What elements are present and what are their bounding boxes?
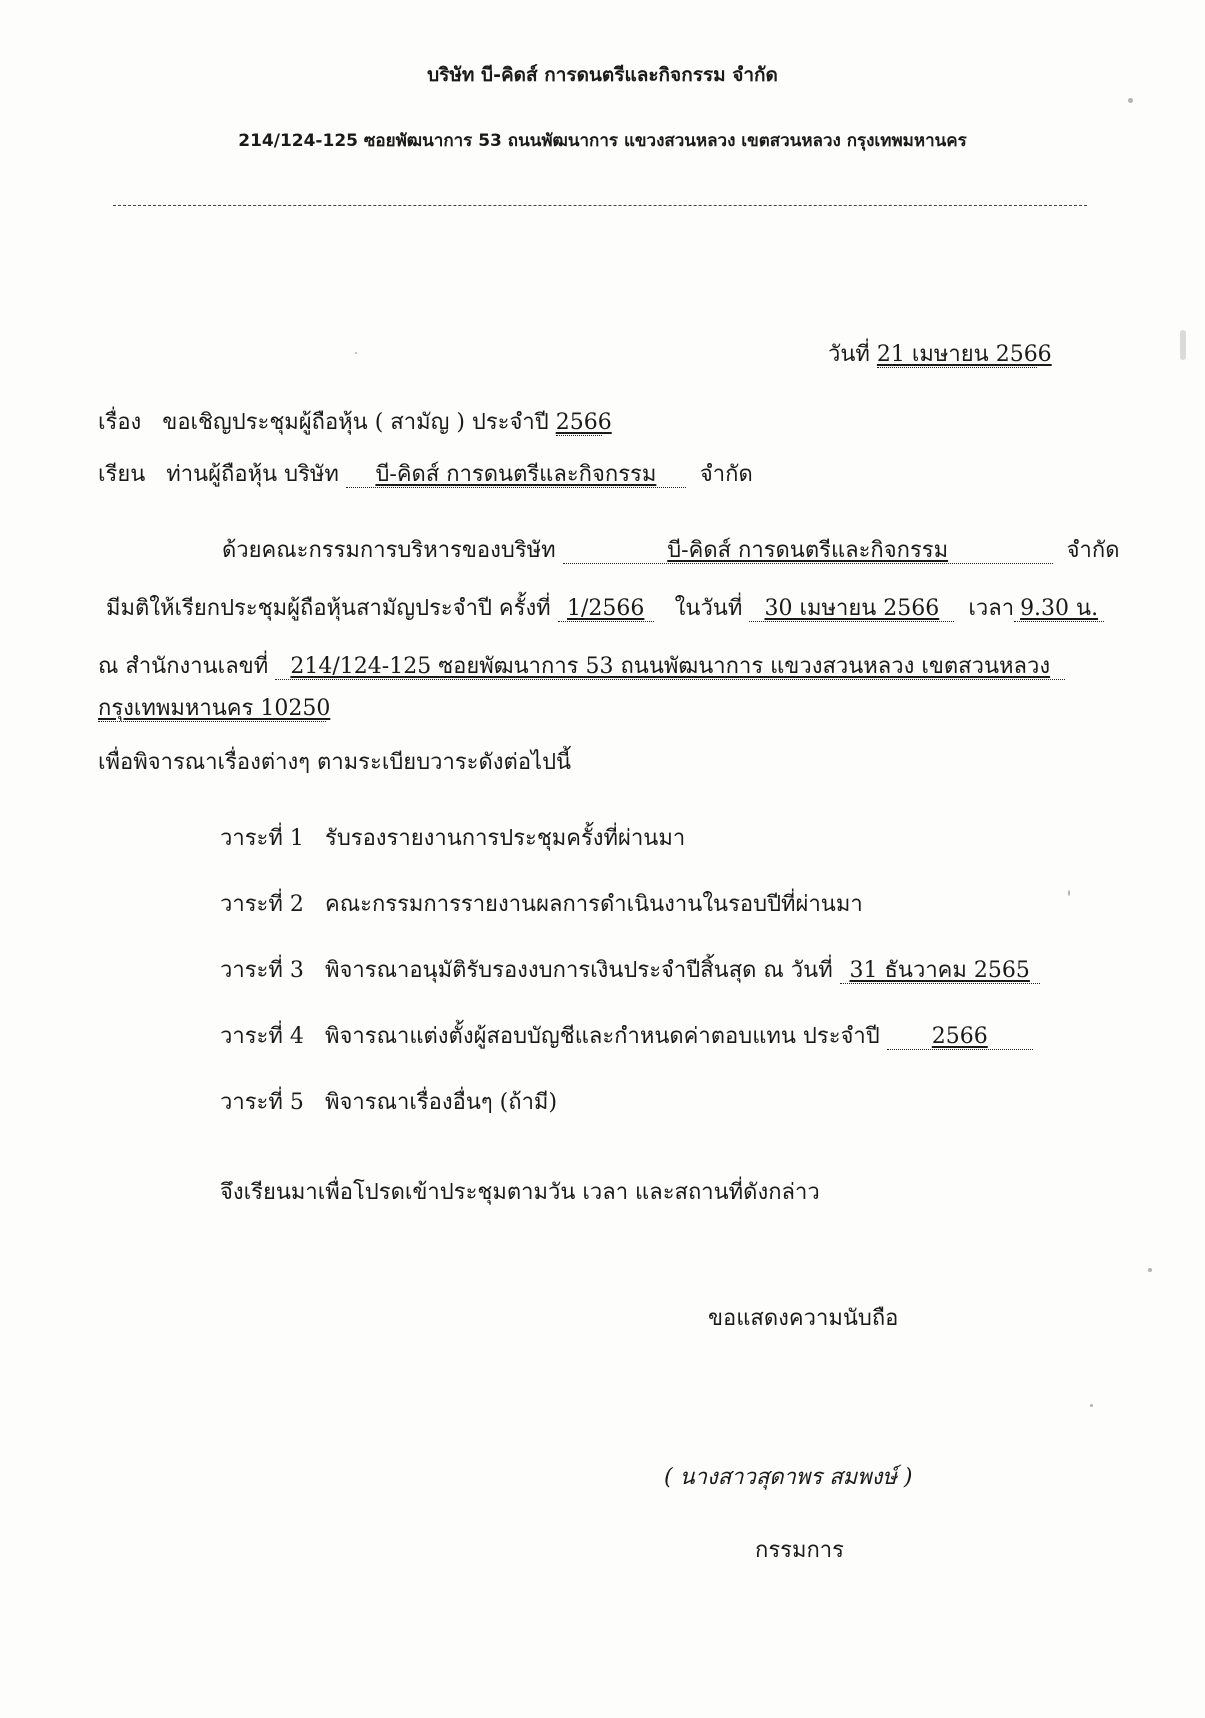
agenda-label: วาระที่ 4 — [220, 1024, 304, 1049]
scan-speck — [1180, 330, 1186, 360]
header-divider — [113, 205, 1087, 206]
scan-speck — [1128, 98, 1133, 103]
agenda-text: รับรองรายงานการประชุมครั้งที่ผ่านมา — [325, 826, 686, 851]
recipient-company: บี-คิดส์ การดนตรีและกิจกรรม — [375, 462, 657, 487]
meeting-time: 9.30 น. — [1020, 596, 1099, 621]
agenda-text: พิจารณาอนุมัติรับรองงบการเงินประจำปีสิ้นสุด ณ วันที่ — [325, 958, 833, 983]
meeting-date-label: ในวันที่ — [674, 596, 743, 621]
date-label: วันที่ — [828, 342, 870, 367]
agenda-item-5 — [220, 1090, 557, 1116]
venue-line-2-field — [98, 696, 331, 722]
agenda-text: พิจารณาแต่งตั้งผู้สอบบัญชีและกำหนดค่าตอบแทน ประจำปี — [325, 1024, 880, 1049]
venue-line-2: กรุงเทพมหานคร 10250 — [98, 696, 331, 721]
subject-line — [98, 410, 612, 436]
date-value-field — [876, 342, 1052, 368]
agenda-item-3 — [220, 958, 1040, 984]
signatory-title: กรรมการ — [755, 1538, 844, 1563]
paragraph-company-field — [563, 539, 1053, 564]
paragraph-company-suffix: จำกัด — [1066, 538, 1120, 563]
scan-speck — [1090, 1404, 1093, 1407]
subject-text: ขอเชิญประชุมผู้ถือหุ้น ( สามัญ ) ประจำปี — [162, 410, 549, 435]
agenda-label: วาระที่ 2 — [220, 892, 304, 917]
scan-speck — [1068, 890, 1070, 896]
date-value: 21 เมษายน 2566 — [876, 342, 1052, 367]
agenda-item-1 — [220, 826, 685, 852]
agenda-item-4 — [220, 1024, 1033, 1050]
agenda-4-year: 2566 — [931, 1024, 988, 1049]
agenda-3-date: 31 ธันวาคม 2565 — [849, 958, 1030, 983]
meeting-number-field — [558, 597, 654, 622]
meeting-time-label: เวลา — [968, 596, 1015, 621]
venue-label: ณ สำนักงานเลขที่ — [98, 654, 269, 679]
regards: ขอแสดงความนับถือ — [708, 1306, 899, 1331]
paragraph-line-2 — [106, 596, 1104, 622]
company-name: บริษัท บี-คิดส์ การดนตรีและกิจกรรม จำกัด — [427, 64, 778, 86]
agenda-label: วาระที่ 3 — [220, 958, 304, 983]
agenda-item-2 — [220, 892, 863, 918]
subject-year-field — [555, 410, 612, 436]
subject-label: เรื่อง — [98, 410, 142, 435]
scan-speck — [1148, 1268, 1152, 1272]
agenda-intro: เพื่อพิจารณาเรื่องต่างๆ ตามระเบียบวาระดังต่อไปนี้ — [98, 750, 572, 775]
paragraph-line-3 — [98, 654, 1065, 680]
closing-statement: จึงเรียนมาเพื่อโปรดเข้าประชุมตามวัน เวลา และสถานที่ดังกล่าว — [220, 1180, 820, 1205]
recipient-prefix: ท่านผู้ถือหุ้น บริษัท — [166, 462, 339, 487]
subject-year: 2566 — [555, 410, 612, 435]
recipient-company-field — [346, 463, 686, 488]
paragraph-line-4 — [98, 696, 331, 722]
meeting-time-field — [1014, 597, 1104, 622]
recipient-label: เรียน — [98, 462, 146, 487]
meeting-date-field — [749, 597, 954, 622]
agenda-3-date-field — [840, 959, 1040, 984]
agenda-4-year-field — [887, 1025, 1033, 1050]
company-address: 214/124-125 ซอยพัฒนาการ 53 ถนนพัฒนาการ แขวงสวนหลวง เขตสวนหลวง กรุงเทพมหานคร — [238, 131, 967, 151]
date-line — [828, 342, 1052, 368]
agenda-text: พิจารณาเรื่องอื่นๆ (ถ้ามี) — [325, 1090, 558, 1115]
paragraph-company: บี-คิดส์ การดนตรีและกิจกรรม — [667, 538, 949, 563]
paragraph-line-1 — [222, 538, 1120, 564]
recipient-line — [98, 462, 753, 488]
resolution-text: มีมติให้เรียกประชุมผู้ถือหุ้นสามัญประจำปี ครั้งที่ — [106, 596, 551, 621]
recipient-suffix: จำกัด — [699, 462, 753, 487]
scan-speck — [355, 352, 357, 354]
signatory-name: ( นางสาวสุดาพร สมพงษ์ ) — [664, 1465, 913, 1490]
meeting-date: 30 เมษายน 2566 — [764, 596, 940, 621]
agenda-label: วาระที่ 5 — [220, 1090, 304, 1115]
agenda-text: คณะกรรมการรายงานผลการดำเนินงานในรอบปีที่ผ่านมา — [325, 892, 863, 917]
agenda-label: วาระที่ 1 — [220, 826, 304, 851]
paragraph-intro: ด้วยคณะกรรมการบริหารของบริษัท — [222, 538, 556, 563]
meeting-number: 1/2566 — [566, 596, 645, 621]
venue-line-1-field — [275, 655, 1065, 680]
venue-line-1: 214/124-125 ซอยพัฒนาการ 53 ถนนพัฒนาการ แขวงสวนหลวง เขตสวนหลวง — [290, 654, 1051, 679]
